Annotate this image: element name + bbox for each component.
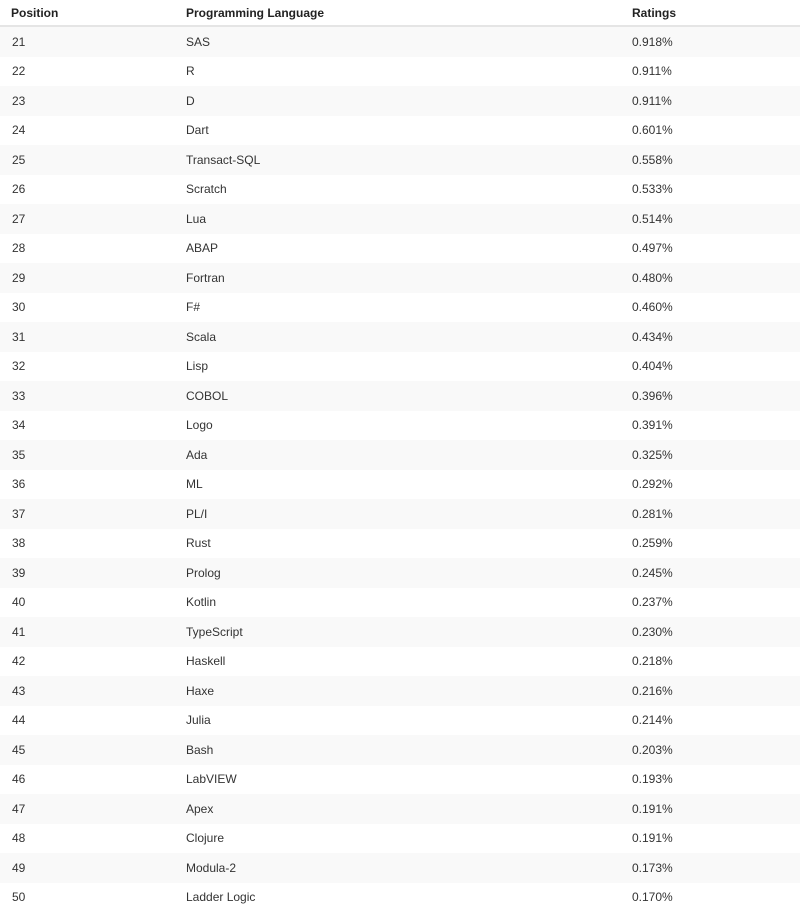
row-language: Haskell xyxy=(186,654,226,669)
row-rating: 0.911% xyxy=(632,64,672,79)
row-language: SAS xyxy=(186,34,211,49)
table-body xyxy=(0,27,800,912)
row-language: ML xyxy=(186,477,203,492)
row-language: LabVIEW xyxy=(186,772,237,787)
row-language: Transact-SQL xyxy=(186,152,261,167)
table-row xyxy=(0,558,800,588)
row-language: Scala xyxy=(186,329,217,344)
row-position: 31 xyxy=(12,329,26,344)
table-row xyxy=(0,617,800,647)
table-row xyxy=(0,824,800,854)
row-position: 46 xyxy=(12,772,26,787)
table-row xyxy=(0,57,800,87)
header-language: Programming Language xyxy=(186,5,325,20)
row-language: ABAP xyxy=(186,241,219,256)
row-language: Ada xyxy=(186,447,208,462)
row-position: 47 xyxy=(12,801,26,816)
table-header xyxy=(0,0,800,27)
row-rating: 0.558% xyxy=(632,152,673,167)
table-row xyxy=(0,352,800,382)
row-language: Apex xyxy=(186,801,214,816)
row-rating: 0.230% xyxy=(632,624,673,639)
row-rating: 0.237% xyxy=(632,595,673,610)
row-position: 40 xyxy=(12,595,26,610)
row-language: Scratch xyxy=(186,182,227,197)
row-language: Modula-2 xyxy=(186,860,237,875)
row-rating: 0.218% xyxy=(632,654,673,669)
table-row xyxy=(0,322,800,352)
row-position: 24 xyxy=(12,123,26,138)
row-language: Julia xyxy=(186,713,211,728)
row-position: 27 xyxy=(12,211,26,226)
row-rating: 0.191% xyxy=(632,801,673,816)
table-row xyxy=(0,853,800,883)
row-rating: 0.601% xyxy=(632,123,673,138)
row-position: 22 xyxy=(12,64,26,79)
table-row xyxy=(0,27,800,57)
table-row xyxy=(0,263,800,293)
row-language: Haxe xyxy=(186,683,215,698)
row-language: Lisp xyxy=(186,359,209,374)
row-language: Rust xyxy=(186,536,211,551)
row-position: 28 xyxy=(12,241,26,256)
table-row xyxy=(0,647,800,677)
row-language: Logo xyxy=(186,418,213,433)
row-position: 21 xyxy=(12,34,26,49)
row-position: 29 xyxy=(12,270,26,285)
row-rating: 0.434% xyxy=(632,329,673,344)
row-position: 42 xyxy=(12,654,26,669)
table-row xyxy=(0,883,800,913)
header-ratings: Ratings xyxy=(632,5,677,20)
table-row xyxy=(0,116,800,146)
row-position: 30 xyxy=(12,300,26,315)
row-rating: 0.203% xyxy=(632,742,673,757)
table-row xyxy=(0,175,800,205)
table-row xyxy=(0,411,800,441)
header-position: Position xyxy=(11,5,59,20)
table-row xyxy=(0,706,800,736)
row-position: 49 xyxy=(12,860,26,875)
row-rating: 0.193% xyxy=(632,772,673,787)
row-rating: 0.191% xyxy=(632,831,673,846)
table-row xyxy=(0,499,800,529)
table-row xyxy=(0,381,800,411)
row-language: Prolog xyxy=(186,565,221,580)
row-language: Clojure xyxy=(186,831,225,846)
row-language: TypeScript xyxy=(186,624,243,639)
row-rating: 0.170% xyxy=(632,890,673,905)
row-language: Fortran xyxy=(186,270,225,285)
row-rating: 0.216% xyxy=(632,683,673,698)
row-language: R xyxy=(186,64,195,79)
row-rating: 0.325% xyxy=(632,447,673,462)
row-rating: 0.533% xyxy=(632,182,673,197)
row-language: PL/I xyxy=(186,506,208,521)
row-rating: 0.292% xyxy=(632,477,673,492)
table-row xyxy=(0,794,800,824)
row-position: 50 xyxy=(12,890,26,905)
table-row xyxy=(0,86,800,116)
row-language: COBOL xyxy=(186,388,229,403)
table-row xyxy=(0,204,800,234)
row-rating: 0.514% xyxy=(632,211,673,226)
row-position: 48 xyxy=(12,831,26,846)
table-row xyxy=(0,676,800,706)
row-position: 34 xyxy=(12,418,26,433)
table-row xyxy=(0,470,800,500)
row-rating: 0.173% xyxy=(632,860,673,875)
row-position: 23 xyxy=(12,93,26,108)
row-language: F# xyxy=(186,300,201,315)
row-language: Lua xyxy=(186,211,207,226)
row-position: 43 xyxy=(12,683,26,698)
row-language: Bash xyxy=(186,742,214,757)
table-row xyxy=(0,234,800,264)
row-position: 33 xyxy=(12,388,26,403)
table-row xyxy=(0,293,800,323)
row-position: 25 xyxy=(12,152,26,167)
row-rating: 0.396% xyxy=(632,388,673,403)
row-rating: 0.214% xyxy=(632,713,673,728)
table-row xyxy=(0,440,800,470)
row-language: Ladder Logic xyxy=(186,890,256,905)
row-rating: 0.245% xyxy=(632,565,673,580)
row-position: 41 xyxy=(12,624,26,639)
row-language: Kotlin xyxy=(186,595,217,610)
row-position: 26 xyxy=(12,182,26,197)
table-row xyxy=(0,588,800,618)
row-position: 38 xyxy=(12,536,26,551)
table-row xyxy=(0,145,800,175)
row-rating: 0.918% xyxy=(632,34,673,49)
row-rating: 0.404% xyxy=(632,359,673,374)
row-position: 36 xyxy=(12,477,26,492)
row-position: 37 xyxy=(12,506,26,521)
row-rating: 0.480% xyxy=(632,270,673,285)
row-rating: 0.497% xyxy=(632,241,673,256)
row-position: 39 xyxy=(12,565,26,580)
row-rating: 0.281% xyxy=(632,506,673,521)
row-language: D xyxy=(186,93,195,108)
row-language: Dart xyxy=(186,123,209,138)
row-position: 44 xyxy=(12,713,26,728)
row-rating: 0.391% xyxy=(632,418,673,433)
row-position: 45 xyxy=(12,742,26,757)
row-position: 32 xyxy=(12,359,26,374)
table-row xyxy=(0,529,800,559)
row-rating: 0.259% xyxy=(632,536,673,551)
row-rating: 0.460% xyxy=(632,300,673,315)
table-row xyxy=(0,735,800,765)
row-rating: 0.911% xyxy=(632,93,672,108)
row-position: 35 xyxy=(12,447,26,462)
table-row xyxy=(0,765,800,795)
